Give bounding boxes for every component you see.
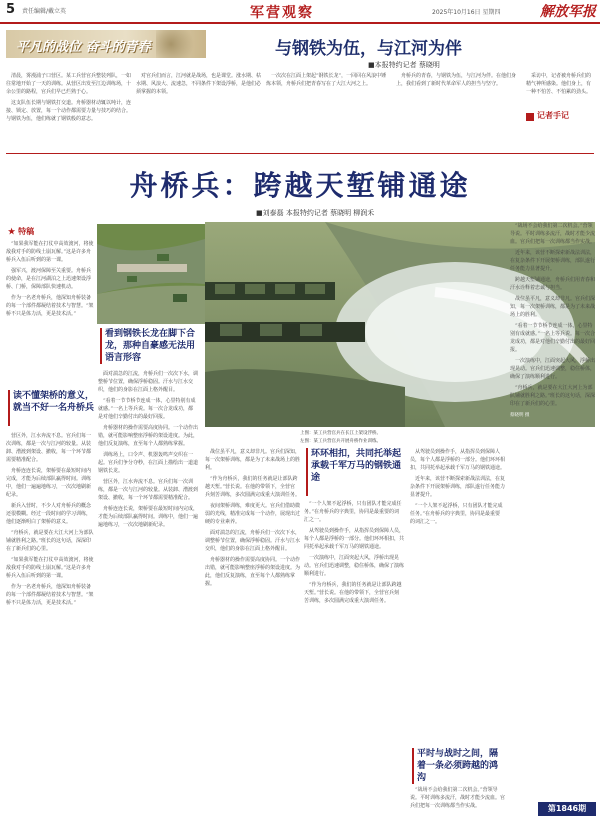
subhead-3 xyxy=(306,448,406,496)
main-col-5 xyxy=(410,448,505,748)
paragraph: 训练场上，口令声、机器轰鸣声交织在一起。官兵们争分夺秒，在江面上描绘出一道道钢铁长龙。 xyxy=(98,452,198,474)
subhead-text: 看到钢铁长龙在脚下合龙，那种自豪感无法用语言形容 xyxy=(105,329,196,363)
subhead-text: 环环相扣，共同托举起承载千军万马的钢铁通途 xyxy=(311,449,402,483)
subhead-text: 读不懂架桥的意义，就当不好一名舟桥兵 xyxy=(13,391,95,413)
top-article-col-1 xyxy=(6,72,131,150)
issue-badge: 第1846期 xyxy=(538,802,596,816)
paragraph: 舟桥连连长说，架桥要在最短时间内完成，才能为后续部队赢得时间。训练中，他们一遍遍地练习，一次次地刷新纪录。 xyxy=(98,506,198,528)
newspaper-logo: 解放军报 xyxy=(540,4,596,20)
paragraph: “作为舟桥兵，我们的任务就是让部队跨越天堑。”营长说。在他的带领下，全营官兵刻苦训练，多次圆满完成重大演训任务。 xyxy=(304,582,402,604)
banner-decoration xyxy=(156,30,206,58)
paragraph: 这支队伍长期与钢铁打交道。舟桥器材动辄以吨计，连接、锁定、放置，每一个动作都需要力量与技巧的结合。与钢铁为伍，他们练就了钢铁般的意志。 xyxy=(6,100,131,122)
photo-image xyxy=(97,224,205,324)
paragraph: “如果我军能在打仗中高效渡河，将使敌我对手的防线土崩瓦解。”这是许多舟桥兵入伍后听到的第一课。 xyxy=(6,557,94,579)
paragraph: 一次次在江面上架起“钢铁长龙”，一回回在风浪中锤炼本领，舟桥兵们把青春写在了大江大河之上。 xyxy=(266,73,387,87)
main-article-byline: ■刘泰磊 本报特约记者 蔡晓明 柳润禾 xyxy=(256,209,375,217)
paragraph: 近年来，该营不断探索新战法训法，在复杂条件下开展架桥训练，部队遂行任务能力显著提升。 xyxy=(510,250,596,272)
top-article-col-2 xyxy=(136,72,261,150)
paragraph: 面对湍急的江流，舟桥兵们一次次下水，调整桥节位置，确保浮桥稳固。汗水与江水交织，他们的身影在江面上格外醒目。 xyxy=(98,371,198,393)
reporter-notes-tag xyxy=(526,110,596,124)
paragraph: 作为一名老舟桥兵，他深知舟桥装备的每一个部件都凝结着技术与智慧。“架桥不只是体力活，更是技术活。” xyxy=(6,584,94,606)
editor-credit: 责任编辑/戴立英 xyxy=(22,8,67,15)
main-col-1 xyxy=(6,240,94,385)
top-article-col-4 xyxy=(396,72,521,150)
page-number: 5 xyxy=(6,2,16,17)
section-title: 军营观察 xyxy=(250,5,314,21)
top-article-title: 与钢铁为伍，与江河为伴 xyxy=(275,39,462,59)
paragraph: 营区外，江水奔流不息。官兵们每一次训练，都是一次与江河的较量。从装卸、漕渡到架设、撤收，每一个环节都需要精准配合。 xyxy=(6,433,92,463)
main-col-3 xyxy=(205,448,300,802)
paragraph: “看着一节节桥节连成一体，心里特别有成就感。”一名上等兵说。每一次合龙成功，都是对他们辛勤付出的最好回报。 xyxy=(510,323,596,353)
paragraph: 清晨，雾漫浦子口营区。某工兵营官兵整装列队，一如往常地开始了一天的训练。从营区出发至江边训练场，十余公里的路程，官兵们早已烂熟于心。 xyxy=(6,73,131,95)
paragraph: 强军兴，渡河保障至关重要。舟桥兵的使命，是在江河湖泊之上迅速架设浮桥、门桥，保障部队快速机动。 xyxy=(6,268,92,290)
paragraph: 营区外，江水奔流不息。官兵们每一次训练，都是一次与江河的较量。从装卸、漕渡到架设、撤收，每一个环节都需要精准配合。 xyxy=(98,479,198,501)
paragraph: 面对湍急的江流，舟桥兵们一次次下水，调整桥节位置，确保浮桥稳固。汗水与江水交织，他们的身影在江面上格外醒目。 xyxy=(205,530,300,552)
main-article-title: 舟桥兵：跨越天堑铺通途 xyxy=(129,169,471,202)
paragraph: 作为一名老舟桥兵，他深知舟桥装备的每一个部件都凝结着技术与智慧。“架桥不只是体力活，更是技术活。” xyxy=(6,295,94,317)
paragraph: 夜间架桥训练，难度更大。官兵们借助微弱的光线，精准完成每一个动作，展现出过硬的专业素养。 xyxy=(205,503,300,525)
photo-credit: 蔡晓明 摄 xyxy=(510,413,530,418)
paragraph: 舟桥连连长说，架桥要在最短时间内完成，才能为后续部队赢得时间。训练中，他们一遍遍地练习，一次次地刷新纪录。 xyxy=(6,468,92,498)
column-banner xyxy=(6,30,206,58)
top-article-byline: ■本报特约记者 蔡晓明 xyxy=(368,61,440,69)
subhead-2 xyxy=(100,328,200,364)
banner-text: 平凡的战位 奋斗的青春 xyxy=(16,40,151,55)
main-col-2 xyxy=(98,370,198,802)
top-article-col-3 xyxy=(266,72,391,150)
paragraph: “战场不会给我们第二次机会。”营领导说。平时训练多流汗，战时才能少流血。官兵们把每一次训练都当作实战。 xyxy=(410,787,505,809)
paragraph: 舟桥器材的操作需要高度协同。一个动作出错，就可能影响整座浮桥的架设进度。为此，他们反复演练，直至每个人都熟练掌握。 xyxy=(98,425,198,447)
subhead-marker xyxy=(306,448,308,496)
main-col-1b xyxy=(6,432,94,802)
photo-caption-1: 上图：某工兵营官兵在长江上架设浮桥。 xyxy=(300,431,381,436)
paragraph: “作为舟桥兵，我们的任务就是让部队跨越天堑。”营长说。在他的带领下，全营官兵刻苦训练，多次圆满完成重大演训任务。 xyxy=(205,476,300,498)
paragraph: 一次演练中，江面突起大风，浮桥出现晃动。官兵们迅速调整，稳住桥体，确保了演练顺利进行。 xyxy=(510,358,596,380)
page-header xyxy=(0,0,600,24)
photo-training-aerial xyxy=(97,224,205,324)
photo-caption-2: 左图：某工兵营官兵开展舟桥作业训练。 xyxy=(300,439,381,444)
paragraph: “一个人架不起浮桥，只有团队才能完成任务。”在舟桥兵的字典里，协同是最重要的词汇之一。 xyxy=(410,503,503,525)
paragraph: “一个人架不起浮桥，只有团队才能完成任务。”在舟桥兵的字典里，协同是最重要的词汇之一。 xyxy=(304,501,402,523)
paragraph: 对官兵们而言，江河就是战场，也是课堂。涨水期、枯水期、风浪大、流速急，不同条件下架设浮桥，是他们必须掌握的本领。 xyxy=(136,73,261,95)
subhead-4 xyxy=(412,748,504,784)
subhead-marker xyxy=(8,390,10,426)
subhead-1 xyxy=(8,390,94,426)
paragraph: 跨越天堑铺通途，舟桥兵们用青春和汗水诠释着忠诚与担当。 xyxy=(510,277,596,291)
subhead-marker xyxy=(412,748,414,784)
paragraph: 舟桥器材的操作需要高度协同。一个动作出错，就可能影响整座浮桥的架设进度。为此，他们反复演练，直至每个人都熟练掌握。 xyxy=(205,557,300,587)
paragraph: “战场不会给我们第二次机会。”营领导说。平时训练多流汗，战时才能少流血。官兵们把每一次训练都当作实战。 xyxy=(510,223,596,245)
paragraph: 从驾驶员到操作手，从指挥员到保障人员，每个人都是浮桥的一部分。他们环环相扣，共同托举起承载千军万马的钢铁通途。 xyxy=(304,528,404,550)
subhead-marker xyxy=(100,328,102,364)
star-icon: ★ xyxy=(8,226,16,236)
notes-label: 记者手记 xyxy=(537,110,569,120)
main-col-6 xyxy=(510,222,596,800)
paragraph: 新兵入营时，不少人对舟桥兵的概念还很模糊。经过一段时间的学习训练，他们逐渐明白了架桥的意义。 xyxy=(6,503,92,525)
main-col-4 xyxy=(304,500,404,802)
paragraph: 一次演练中，江面突起大风，浮桥出现晃动。官兵们迅速调整，稳住桥体，确保了演练顺利进行。 xyxy=(304,555,404,577)
feature-label: 特稿 xyxy=(18,226,35,236)
paragraph: 采访中，记者被舟桥兵们的精气神所感染。他们身上，有一种不怕苦、不怕累的劲头。 xyxy=(526,73,592,95)
notes-col-top xyxy=(526,72,594,108)
notes-marker xyxy=(526,113,534,121)
paragraph: “舟桥兵，就是要在大江大河上为部队铺就胜利之路。”班长的这句话，深深印在了新兵们的心里。 xyxy=(510,385,596,407)
paragraph: 从驾驶员到操作手，从指挥员到保障人员，每个人都是浮桥的一部分。他们环环相扣，共同托举起承载千军万马的钢铁通途。 xyxy=(410,449,505,471)
feature-tag xyxy=(8,226,34,237)
paragraph: 战位虽平凡，意义却非凡。官兵们深知，每一次架桥训练，都是为了未来战场上的胜利。 xyxy=(510,296,596,318)
paragraph: 舟桥兵的青春，与钢铁为伍，与江河为伴。在他们身上，我们看到了新时代革命军人的担当与坚守。 xyxy=(396,73,517,87)
main-col-5b xyxy=(410,786,505,820)
publication-date: 2025年10月16日 星期四 xyxy=(432,9,501,16)
paragraph: “如果我军能在打仗中高效渡河，将使敌我对手的防线土崩瓦解。”这是许多舟桥兵入伍后听到的第一课。 xyxy=(6,241,94,263)
paragraph: 近年来，该营不断探索新战法训法，在复杂条件下开展架桥训练，部队遂行任务能力显著提升。 xyxy=(410,476,505,498)
section-divider xyxy=(6,153,594,154)
paragraph: “看着一节节桥节连成一体，心里特别有成就感。”一名上等兵说。每一次合龙成功，都是对他们辛勤付出的最好回报。 xyxy=(98,398,196,420)
paragraph: 战位虽平凡，意义却非凡。官兵们深知，每一次架桥训练，都是为了未来战场上的胜利。 xyxy=(205,449,300,471)
subhead-text: 平时与战时之间，隔着一条必须跨越的鸿沟 xyxy=(417,749,499,783)
paragraph: “舟桥兵，就是要在大江大河上为部队铺就胜利之路。”班长的这句话，深深印在了新兵们的心里。 xyxy=(6,530,94,552)
